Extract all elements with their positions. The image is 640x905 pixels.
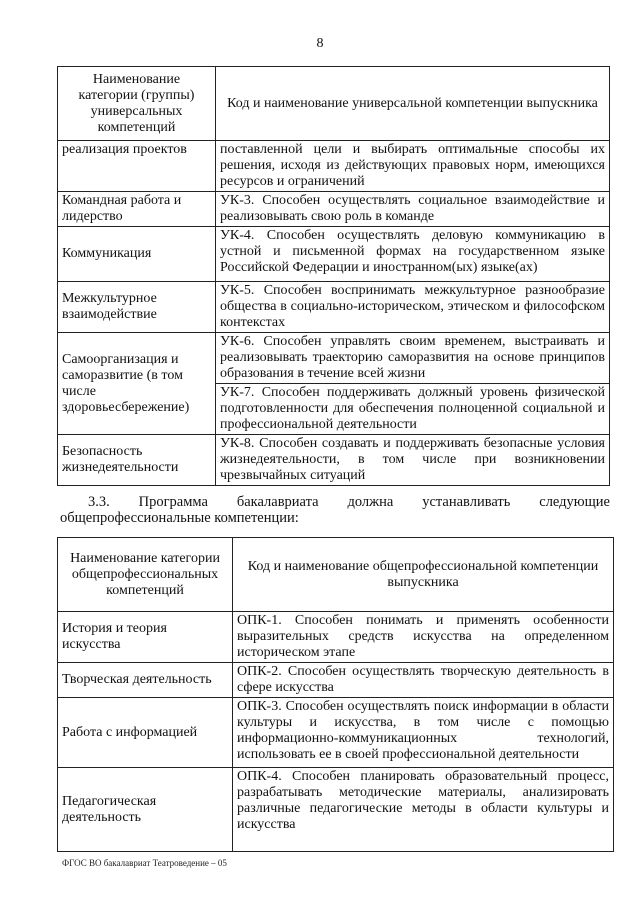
competence-cell: УК-4. Способен осуществлять деловую коммуникацию в устной и письменной формах на государственном языке Российской Федерации и иностранном(ых) языке(ах)	[216, 227, 610, 282]
footer-note: ФГОС ВО бакалавриат Театроведение – 05	[62, 858, 227, 868]
category-cell: Творческая деятельность	[58, 663, 233, 698]
table-row	[58, 612, 614, 663]
category-cell: реализация проектов	[58, 141, 216, 192]
competence-cell: ОПК-4. Способен планировать образовательный процесс, разрабатывать методические материалы, анализировать различные педагогические методы в области культуры и искусства	[233, 768, 614, 852]
universal-competences-table	[57, 66, 610, 486]
page-number: 8	[316, 36, 324, 51]
header-category: Наименование категории (группы) универсальных компетенций	[58, 67, 216, 141]
competence-cell: УК-5. Способен воспринимать межкультурное разнообразие общества в социально-историческом, этическом и философском контекстах	[216, 282, 610, 333]
table-row	[58, 768, 614, 852]
competence-cell: УК-6. Способен управлять своим временем, выстраивать и реализовывать траекторию саморазвития на основе принципов образования в течение всей жизни	[216, 333, 610, 384]
competence-cell: ОПК-1. Способен понимать и применять особенности выразительных средств искусства на определенном историческом этапе	[233, 612, 614, 663]
competence-cell: ОПК-3. Способен осуществлять поиск информации в области культуры и искусства, в том числе с помощью информационно-коммуникационных технологий, использовать ее в своей профессиональной деятельности	[233, 698, 614, 768]
category-cell: Командная работа и лидерство	[58, 192, 216, 227]
section-paragraph	[60, 494, 610, 526]
table-row	[58, 141, 610, 192]
competence-cell: УК-8. Способен создавать и поддерживать безопасные условия жизнедеятельности, в том числе при возникновении чрезвычайных ситуаций	[216, 435, 610, 486]
category-cell: Самоорганизация и саморазвитие (в том числе здоровьесбережение)	[58, 333, 216, 435]
table-row	[58, 663, 614, 698]
competence-cell: ОПК-2. Способен осуществлять творческую деятельность в сфере искусства	[233, 663, 614, 698]
table-row	[58, 435, 610, 486]
category-cell: Коммуникация	[58, 227, 216, 282]
competence-cell: поставленной цели и выбирать оптимальные способы их решения, исходя из действующих правовых норм, имеющихся ресурсов и ограничений	[216, 141, 610, 192]
category-cell: Работа с информацией	[58, 698, 233, 768]
table-row	[58, 333, 610, 384]
table-header-row	[58, 538, 614, 612]
general-professional-competences-table	[57, 537, 614, 852]
paragraph-line-1: 3.3. Программа бакалавриата должна устанавливать следующие	[88, 494, 610, 510]
competence-cell: УК-7. Способен поддерживать должный уровень физической подготовленности для обеспечения полноценной социальной и профессиональной деятельности	[216, 384, 610, 435]
table-row	[58, 698, 614, 768]
category-cell: Безопасность жизнедеятельности	[58, 435, 216, 486]
paragraph-line-2: общепрофессиональные компетенции:	[60, 510, 299, 526]
competence-cell: УК-3. Способен осуществлять социальное взаимодействие и реализовывать свою роль в команде	[216, 192, 610, 227]
category-cell: Межкультурное взаимодействие	[58, 282, 216, 333]
table-row	[58, 227, 610, 282]
table-row	[58, 192, 610, 227]
table-header-row	[58, 67, 610, 141]
category-cell: История и теория искусства	[58, 612, 233, 663]
header-competence: Код и наименование общепрофессиональной компетенции выпускника	[233, 538, 614, 612]
category-cell: Педагогическая деятельность	[58, 768, 233, 852]
table-row	[58, 282, 610, 333]
header-competence: Код и наименование универсальной компетенции выпускника	[216, 67, 610, 141]
header-category: Наименование категории общепрофессиональных компетенций	[58, 538, 233, 612]
